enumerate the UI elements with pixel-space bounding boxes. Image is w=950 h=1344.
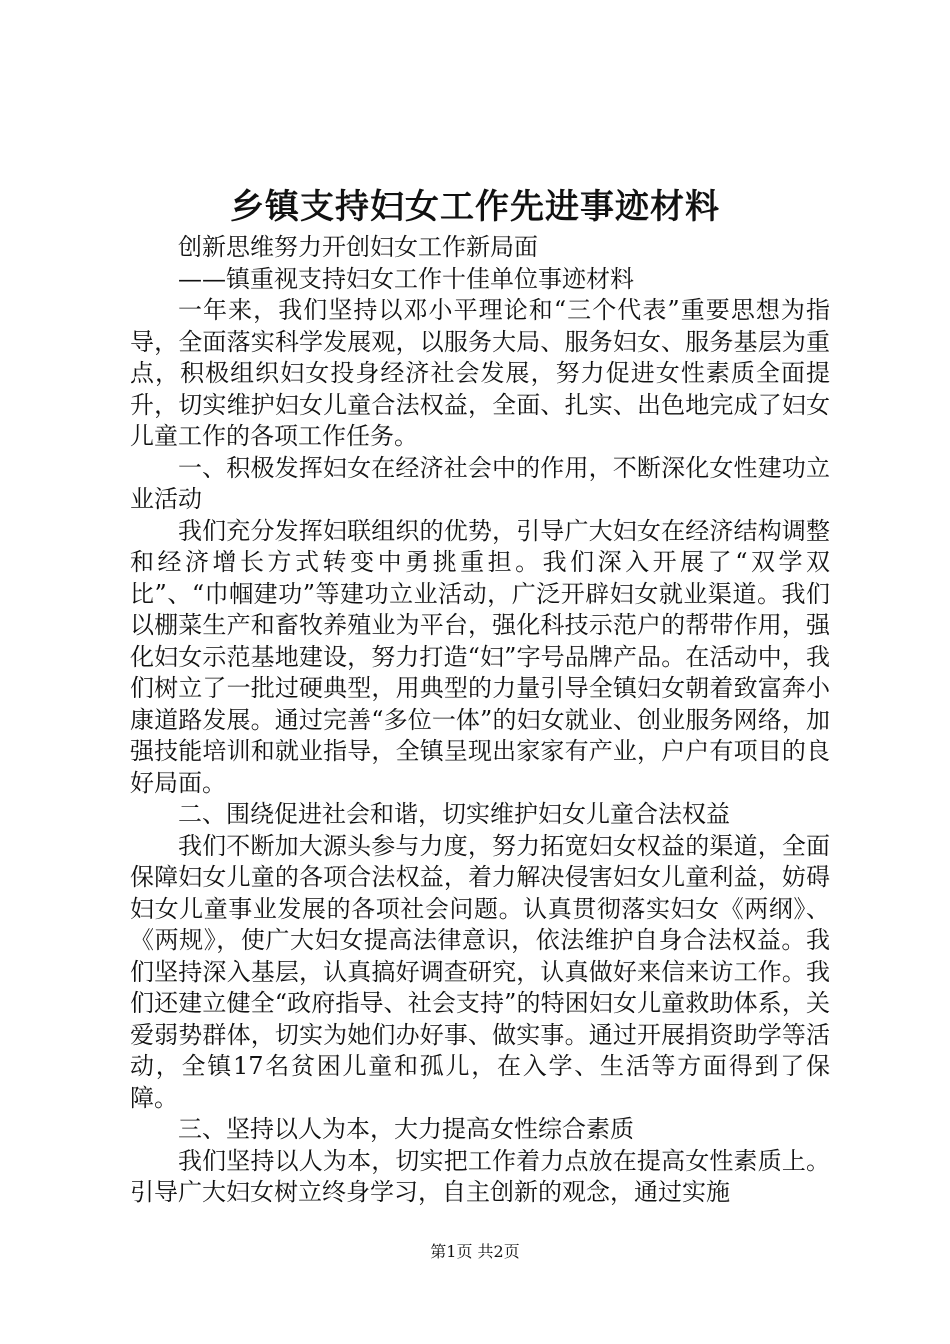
section-heading-3: 三、坚持以人为本，大力提高女性综合素质 — [178, 1115, 634, 1143]
paragraph-intro: 一年来，我们坚持以邓小平理论和“三个代表”重要思想为指导，全面落实科学发展观，以服务大局、服务妇女、服务基层为重点，积极组织妇女投身经济社会发展，努力促进女性素质全面提升，切实维护妇女儿童合法权益，全面、扎实、出色地完成了妇女儿童工作的各项工作任务。 — [130, 296, 830, 450]
section-heading-2: 二、围绕促进社会和谐，切实维护妇女儿童合法权益 — [178, 800, 730, 828]
paragraph-section-2: 我们不断加大源头参与力度，努力拓宽妇女权益的渠道，全面保障妇女儿童的各项合法权益，着力解决侵害妇女儿童利益，妨碍妇女儿童事业发展的各项社会问题。认真贯彻落实妇女《两纲》、《两规》，使广大妇女提高法律意识，依法维护自身合法权益。我们坚持深入基层，认真搞好调查研究，认真做好来信来访工作。我们还建立健全“政府指导、社会支持”的特困妇女儿童救助体系，关爱弱势群体，切实为她们办好事、做实事。通过开展捐资助学等活动，全镇17名贫困儿童和孤儿，在入学、生活等方面得到了保障。 — [130, 831, 830, 1112]
paragraph-section-3: 我们坚持以人为本，切实把工作着力点放在提高女性素质上。引导广大妇女树立终身学习，自主创新的观念，通过实施 — [130, 1146, 830, 1206]
paragraph-section-1: 我们充分发挥妇联组织的优势，引导广大妇女在经济结构调整和经济增长方式转变中勇挑重担。我们深入开展了“双学双比”、“巾帼建功”等建功立业活动，广泛开辟妇女就业渠道。我们以棚菜生产和畜牧养殖业为平台，强化科技示范户的帮带作用，强化妇女示范基地建设，努力打造“妇”字号品牌产品。在活动中，我们树立了一批过硬典型，用典型的力量引导全镇妇女朝着致富奔小康道路发展。通过完善“多位一体”的妇女就业、创业服务网络，加强技能培训和就业指导，全镇呈现出家家有产业，户户有项目的良好局面。 — [130, 516, 830, 797]
document-title: 乡镇支持妇女工作先进事迹材料 — [230, 187, 720, 227]
subtitle: 创新思维努力开创妇女工作新局面 — [178, 233, 538, 261]
section-heading-1: 一、积极发挥妇女在经济社会中的作用，不断深化女性建功立业活动 — [130, 453, 830, 513]
subtitle-dash-line: ——镇重视支持妇女工作十佳单位事迹材料 — [178, 264, 634, 293]
page-number-footer: 第1页 共2页 — [430, 1242, 520, 1261]
document-body — [130, 232, 830, 1209]
